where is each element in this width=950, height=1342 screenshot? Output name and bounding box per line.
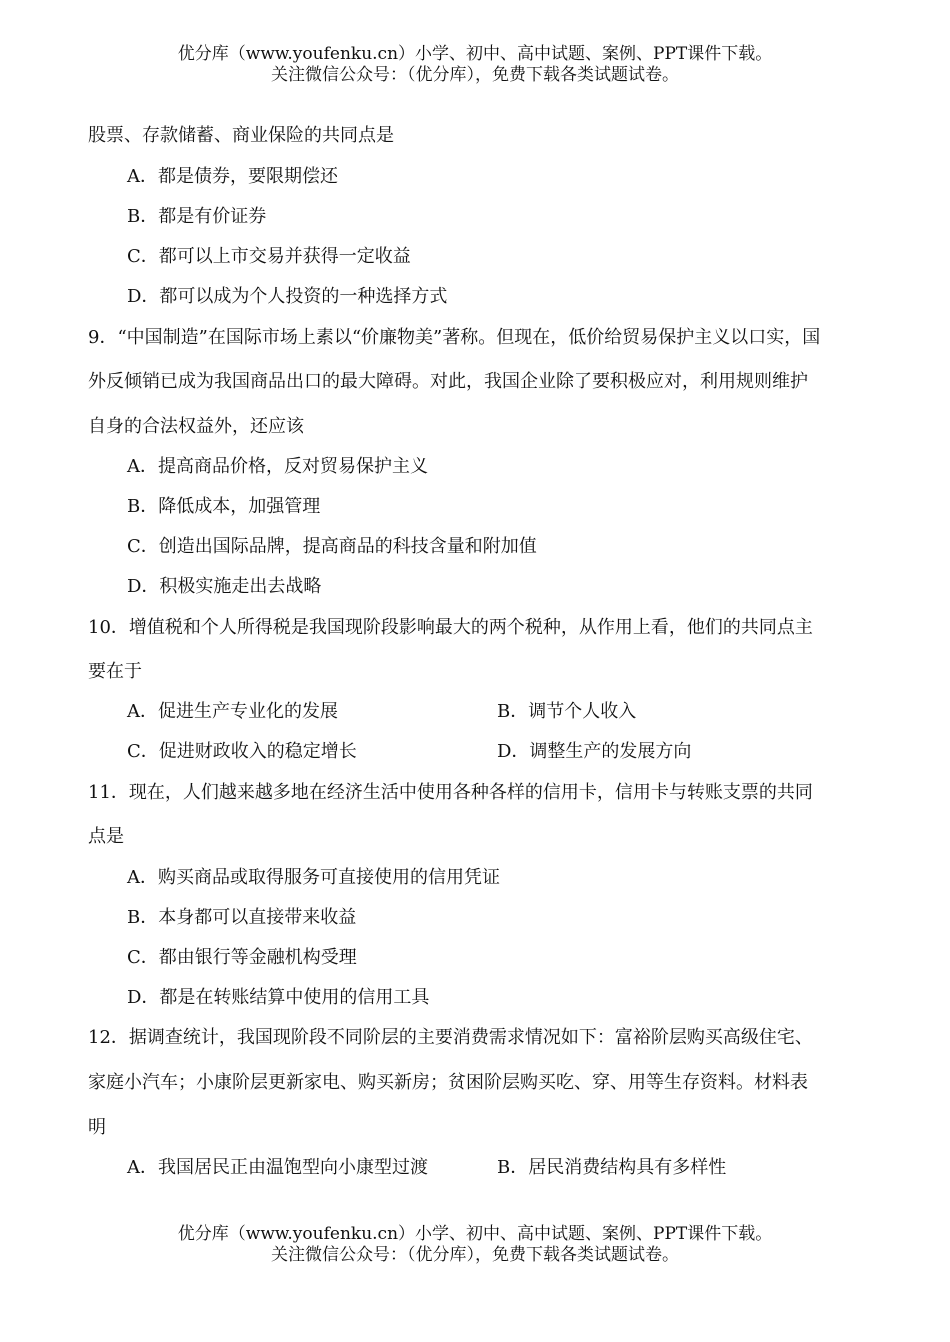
q8-option-b: B．都是有价证券 — [127, 206, 267, 227]
q12-stem-line-2: 家庭小汽车；小康阶层更新家电、购买新房；贫困阶层购买吃、穿、用等生存资料。材料表 — [88, 1072, 808, 1093]
q9-option-d: D．积极实施走出去战略 — [127, 576, 322, 597]
q8-option-d: D．都可以成为个人投资的一种选择方式 — [127, 286, 448, 307]
q10-stem-line-2: 要在于 — [88, 661, 142, 682]
q9-stem-line-1: 9．“中国制造”在国际市场上素以“价廉物美”著称。但现在，低价给贸易保护主义以口实，国 — [88, 327, 821, 348]
q11-option-c: C．都由银行等金融机构受理 — [127, 947, 357, 968]
q11-stem-line-2: 点是 — [88, 826, 124, 847]
q9-option-a: A．提高商品价格，反对贸易保护主义 — [127, 456, 428, 477]
q11-option-d: D．都是在转账结算中使用的信用工具 — [127, 987, 430, 1008]
page-header — [0, 44, 950, 86]
header-line-2: 关注微信公众号：（优分库），免费下载各类试题试卷。 — [271, 65, 679, 85]
q12-stem-line-3: 明 — [88, 1117, 106, 1138]
q10-option-b: B．调节个人收入 — [497, 701, 637, 722]
q11-option-b: B．本身都可以直接带来收益 — [127, 907, 357, 928]
q12-option-a: A．我国居民正由温饱型向小康型过渡 — [127, 1157, 428, 1178]
q11-stem-line-1: 11．现在，人们越来越多地在经济生活中使用各种各样的信用卡，信用卡与转账支票的共同 — [88, 782, 813, 803]
footer-line-2: 关注微信公众号：（优分库），免费下载各类试题试卷。 — [271, 1245, 679, 1265]
q10-stem-line-1: 10．增值税和个人所得税是我国现阶段影响最大的两个税种，从作用上看，他们的共同点主 — [88, 617, 813, 638]
q8-option-c: C．都可以上市交易并获得一定收益 — [127, 246, 411, 267]
q9-option-b: B．降低成本，加强管理 — [127, 496, 321, 517]
page-footer — [0, 1224, 950, 1266]
q9-stem-line-3: 自身的合法权益外，还应该 — [88, 416, 304, 437]
q9-stem-line-2: 外反倾销已成为我国商品出口的最大障碍。对此，我国企业除了要积极应对，利用规则维护 — [88, 371, 808, 392]
q10-option-a: A．促进生产专业化的发展 — [127, 701, 338, 722]
q8-stem: 股票、存款储蓄、商业保险的共同点是 — [88, 125, 394, 146]
q12-stem-line-1: 12．据调查统计，我国现阶段不同阶层的主要消费需求情况如下：富裕阶层购买高级住宅、 — [88, 1027, 813, 1048]
q10-option-d: D．调整生产的发展方向 — [497, 741, 692, 762]
q9-option-c: C．创造出国际品牌，提高商品的科技含量和附加值 — [127, 536, 537, 557]
q11-option-a: A．购买商品或取得服务可直接使用的信用凭证 — [127, 867, 500, 888]
footer-line-1: 优分库（www.youfenku.cn）小学、初中、高中试题、案例、PPT课件下载。 — [177, 1224, 773, 1244]
q8-option-a: A．都是债券，要限期偿还 — [127, 166, 338, 187]
q10-option-c: C．促进财政收入的稳定增长 — [127, 741, 357, 762]
header-line-1: 优分库（www.youfenku.cn）小学、初中、高中试题、案例、PPT课件下载。 — [177, 44, 773, 64]
q12-option-b: B．居民消费结构具有多样性 — [497, 1157, 727, 1178]
